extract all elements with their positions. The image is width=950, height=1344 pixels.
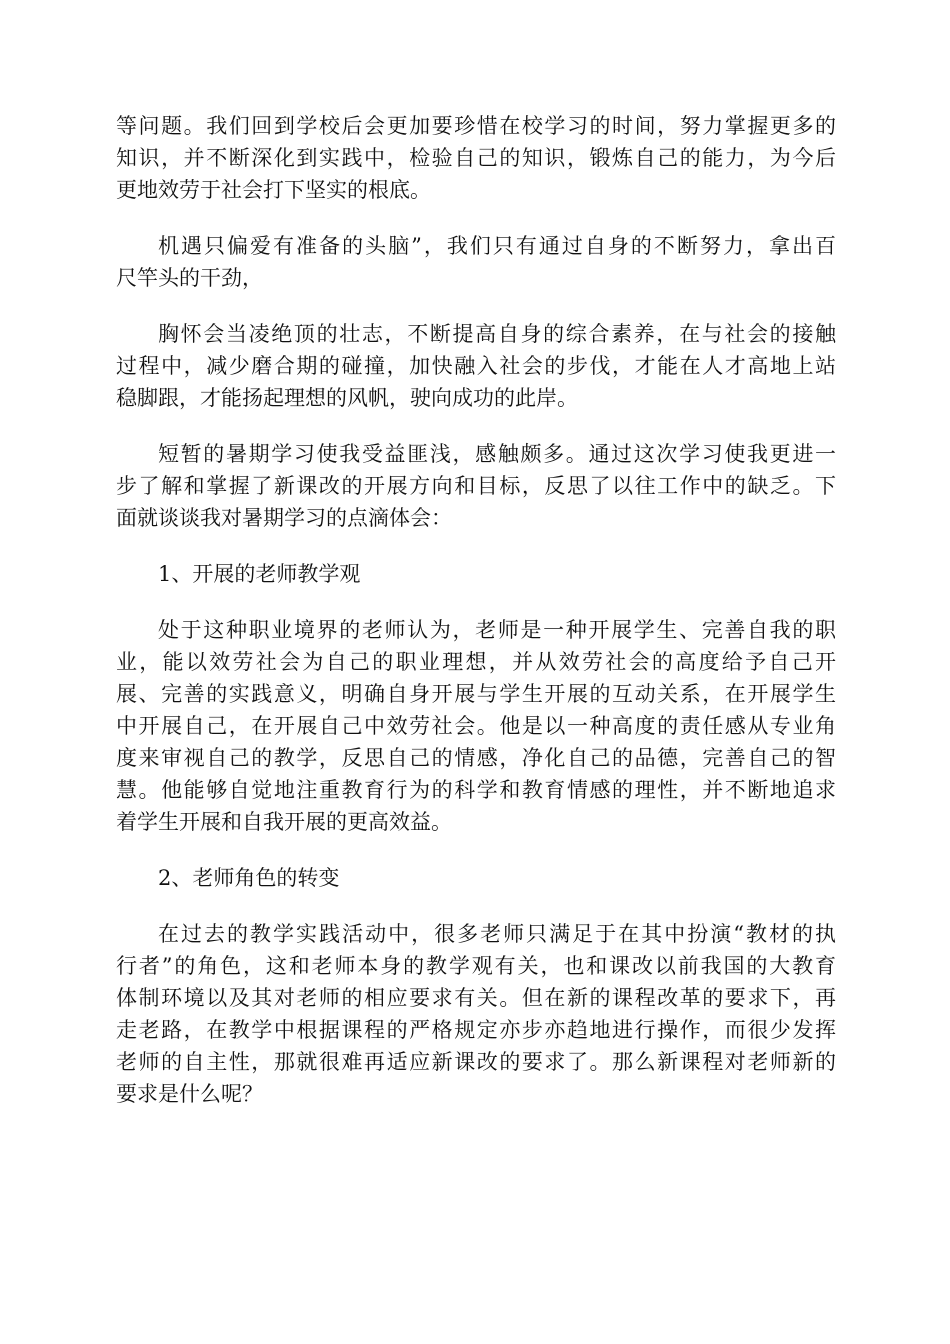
paragraph-opportunity xyxy=(116,230,836,294)
paragraph-teacher-view xyxy=(116,614,836,838)
paragraph-line: 机遇只偏爱有准备的头脑”，我们只有通过自身的不断努力，拿出百 xyxy=(158,234,836,258)
paragraph-line: 要求是什么呢？ xyxy=(116,1082,263,1106)
document-page xyxy=(116,110,836,1134)
section-heading-2 xyxy=(116,862,836,894)
paragraph-line: 业，能以效劳社会为自己的职业理想，并从效劳社会的高度给予自己开 xyxy=(116,650,836,674)
paragraph-line: 过程中，减少磨合期的碰撞，加快融入社会的步伐，才能在人才高地上站 xyxy=(116,354,836,378)
paragraph-line: 等问题。我们回到学校后会更加要珍惜在校学习的时间，努力掌握更多的 xyxy=(116,114,836,138)
paragraph-line: 面就谈谈我对暑期学习的点滴体会： xyxy=(116,506,452,530)
section-heading-1 xyxy=(116,558,836,590)
paragraph-line: 走老路，在教学中根据课程的严格规定亦步亦趋地进行操作，而很少发挥 xyxy=(116,1018,836,1042)
paragraph-line: 度来审视自己的教学，反思自己的情感，净化自己的品德，完善自己的智 xyxy=(116,746,836,770)
paragraph-line: 更地效劳于社会打下坚实的根底。 xyxy=(116,178,431,202)
paragraph-line: 慧。他能够自觉地注重教育行为的科学和教育情感的理性，并不断地追求 xyxy=(116,778,836,802)
paragraph-line: 行者”的角色，这和老师本身的教学观有关，也和课改以前我国的大教育 xyxy=(116,954,836,978)
paragraph-line: 体制环境以及其对老师的相应要求有关。但在新的课程改革的要求下，再 xyxy=(116,986,836,1010)
paragraph-line: 在过去的教学实践活动中，很多老师只满足于在其中扮演“教材的执 xyxy=(158,922,836,946)
paragraph-summer-study xyxy=(116,438,836,534)
paragraph-line: 中开展自己，在开展自己中效劳社会。他是以一种高度的责任感从专业角 xyxy=(116,714,836,738)
section-heading-text: 2、老师角色的转变 xyxy=(158,866,340,890)
paragraph-ambition xyxy=(116,318,836,414)
paragraph-line: 展、完善的实践意义，明确自身开展与学生开展的互动关系，在开展学生 xyxy=(116,682,836,706)
paragraph-study-cherish xyxy=(116,110,836,206)
paragraph-line: 步了解和掌握了新课改的开展方向和目标，反思了以往工作中的缺乏。下 xyxy=(116,474,836,498)
paragraph-line: 稳脚跟，才能扬起理想的风帆，驶向成功的此岸。 xyxy=(116,386,578,410)
paragraph-line: 胸怀会当凌绝顶的壮志，不断提高自身的综合素养，在与社会的接触 xyxy=(158,322,836,346)
paragraph-line: 短暂的暑期学习使我受益匪浅，感触颇多。通过这次学习使我更进一 xyxy=(158,442,836,466)
paragraph-line: 尺竿头的干劲， xyxy=(116,266,263,290)
paragraph-line: 老师的自主性，那就很难再适应新课改的要求了。那么新课程对老师新的 xyxy=(116,1050,836,1074)
paragraph-line: 处于这种职业境界的老师认为，老师是一种开展学生、完善自我的职 xyxy=(158,618,836,642)
paragraph-line: 知识，并不断深化到实践中，检验自己的知识，锻炼自己的能力，为今后 xyxy=(116,146,836,170)
paragraph-line: 着学生开展和自我开展的更高效益。 xyxy=(116,810,452,834)
paragraph-role-change xyxy=(116,918,836,1110)
section-heading-text: 1、开展的老师教学观 xyxy=(158,562,361,586)
